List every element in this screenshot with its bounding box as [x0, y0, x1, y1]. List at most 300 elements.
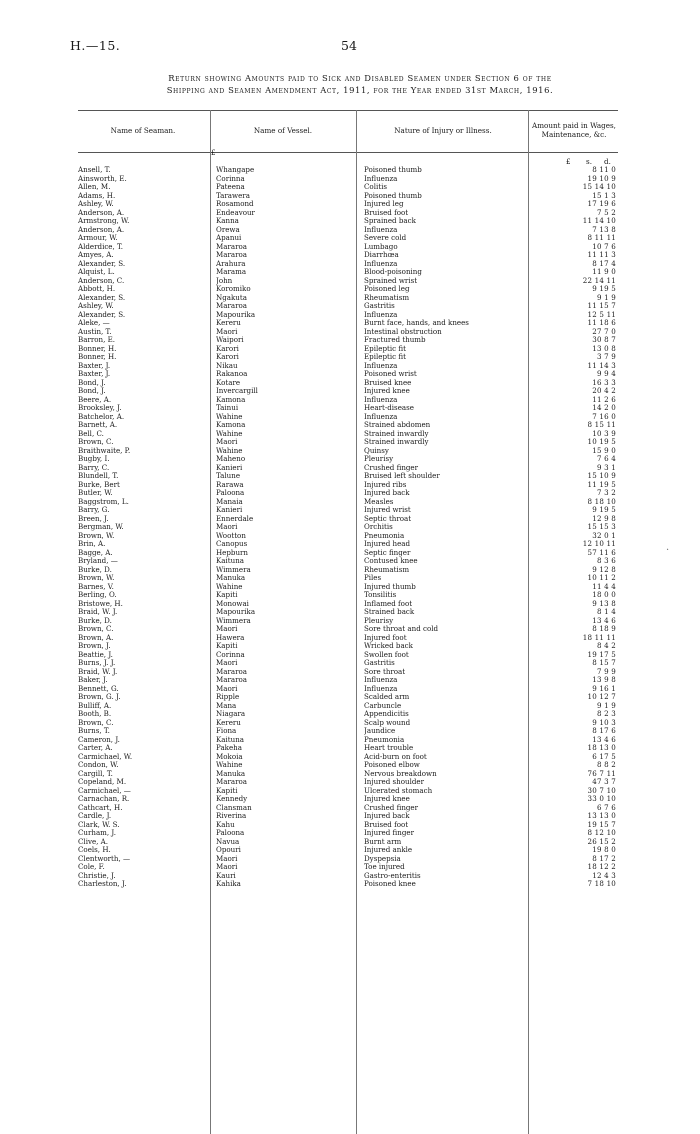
seaman-name: Cardle, J. — [78, 812, 112, 820]
amount-paid: 15 9 0 — [592, 445, 616, 455]
amount-paid: 8 17 4 — [592, 258, 616, 268]
table-row — [78, 175, 618, 184]
injury-description: Colitis — [364, 183, 387, 191]
injury-description: Poisoned leg — [364, 285, 410, 293]
table-row — [78, 234, 618, 243]
amount-paid: 7 18 10 — [587, 879, 616, 888]
vessel-name: Karori — [216, 344, 239, 353]
injury-description: Crushed finger — [364, 463, 419, 472]
seaman-name: Burns, J. J. — [78, 659, 116, 667]
table-row — [78, 387, 618, 396]
table-row — [78, 209, 618, 218]
seaman-name: Bell, C. — [78, 429, 104, 438]
amount-paid: 7 6 4 — [596, 454, 616, 463]
amount-paid: 8 18 10 — [587, 496, 616, 506]
amount-paid: 10 11 2 — [587, 573, 616, 582]
table-row — [78, 251, 618, 260]
injury-description: Bruised foot — [364, 208, 409, 217]
seaman-name: Ashley, W. — [78, 200, 114, 208]
seaman-name: Curham, J. — [78, 829, 116, 837]
table-row — [78, 761, 618, 770]
vessel-name: Mararoa — [216, 778, 248, 786]
table-row — [78, 583, 618, 592]
seaman-name: Bennett, G. — [78, 684, 119, 693]
amount-paid: 9 19 5 — [592, 505, 616, 514]
vessel-name: Navua — [216, 837, 240, 846]
injury-description: Bruised left shoulder — [364, 472, 440, 480]
seaman-name: Baker, J. — [78, 676, 108, 684]
amount-paid: 9 1 9 — [596, 700, 616, 710]
seaman-name: Braid, W. J. — [78, 667, 118, 676]
seaman-name: Brown, W. — [78, 531, 115, 540]
table-row — [78, 319, 618, 328]
vessel-name: Corinna — [216, 650, 245, 659]
injury-description: Fractured thumb — [364, 336, 426, 344]
injury-description: Bruised foot — [364, 820, 409, 829]
seaman-name: Adams, H. — [78, 191, 116, 200]
amount-paid: 11 14 10 — [582, 216, 616, 225]
table-row — [78, 540, 618, 549]
amount-paid: 20 4 2 — [592, 386, 616, 395]
seaman-name: Brown, W. — [78, 574, 115, 582]
injury-description: Rheumatism — [364, 293, 410, 302]
vessel-name: John — [216, 276, 233, 285]
injury-description: Acid-burn on foot — [364, 752, 427, 761]
seaman-name: Abbott, H. — [78, 285, 116, 293]
document-code: H.—15. — [70, 38, 121, 53]
injury-description: Influenza — [364, 676, 398, 684]
table-row — [78, 328, 618, 337]
injury-description: Burnt face, hands, and knees — [364, 319, 469, 327]
table-row — [78, 166, 618, 175]
table-row — [78, 472, 618, 481]
table-row — [78, 659, 618, 668]
seaman-name: Bugby, I. — [78, 455, 110, 463]
report-title — [60, 72, 660, 96]
table-row — [78, 855, 618, 864]
vessel-name: Wahine — [216, 446, 243, 455]
amount-paid: 8 15 7 — [592, 658, 616, 667]
injury-description: Influenza — [364, 225, 398, 234]
vessel-name: Kamona — [216, 421, 246, 429]
vessel-name: Mararoa — [216, 302, 248, 310]
amount-paid: 32 0 1 — [592, 530, 616, 540]
amount-paid: 3 7 9 — [596, 352, 616, 361]
vessel-name: Mararoa — [216, 667, 248, 676]
table-row — [78, 379, 618, 388]
amount-paid: 16 3 3 — [592, 377, 616, 387]
amount-paid: 8 11 11 — [587, 233, 616, 242]
table-row — [78, 421, 618, 430]
table-row — [78, 702, 618, 711]
table-row — [78, 642, 618, 651]
pound-marker: £ — [211, 149, 216, 157]
injury-description: Dyspepsia — [364, 854, 401, 863]
injury-description: Poisoned wrist — [364, 370, 417, 378]
amount-paid: 19 17 5 — [587, 649, 616, 659]
injury-description: Injured back — [364, 489, 410, 497]
seaman-name: Condon, W. — [78, 761, 119, 769]
table-row — [78, 651, 618, 660]
vessel-name: Mapourika — [216, 310, 256, 319]
vessel-name: Maori — [216, 438, 238, 446]
table-row — [78, 736, 618, 745]
seaman-name: Bonner, H. — [78, 344, 117, 353]
vessel-name: Wootton — [216, 531, 246, 540]
vessel-name: Nikau — [216, 361, 238, 370]
table-row — [78, 549, 618, 558]
seaman-name: Barry, G. — [78, 506, 110, 514]
injury-description: Measles — [364, 497, 394, 506]
injury-description: Epileptic fit — [364, 344, 406, 353]
injury-description: Rheumatism — [364, 565, 410, 574]
injury-description: Influenza — [364, 361, 398, 370]
injury-description: Scalp wound — [364, 718, 411, 727]
table-row — [78, 294, 618, 303]
table-row — [78, 455, 618, 464]
table-row — [78, 872, 618, 881]
amount-paid: 12 10 11 — [582, 539, 616, 548]
vessel-name: Mararoa — [216, 676, 248, 684]
table-row — [78, 268, 618, 277]
seaman-name: Anderson, A. — [78, 208, 125, 217]
injury-description: Pleurisy — [364, 455, 394, 463]
injury-description: Injured head — [364, 540, 411, 548]
injury-description: Injured back — [364, 812, 410, 820]
seaman-name: Butler, W. — [78, 489, 113, 497]
injury-description: Severe cold — [364, 234, 407, 242]
table-row — [78, 557, 618, 566]
table-row — [78, 795, 618, 804]
vessel-name: Koromiko — [216, 285, 251, 293]
seaman-name: Ainsworth, E. — [78, 174, 127, 183]
amount-paid: 18 11 11 — [582, 632, 616, 642]
table-row — [78, 370, 618, 379]
seaman-name: Armstrong, W. — [78, 217, 130, 225]
table-row — [78, 489, 618, 498]
injury-description: Crushed finger — [364, 803, 419, 812]
injury-description: Inflamed foot — [364, 599, 413, 608]
seaman-name: Cathcart, H. — [78, 803, 123, 812]
injury-description: Gastro-enteritis — [364, 871, 421, 880]
seaman-name: Baxter, J. — [78, 370, 111, 378]
vessel-name: Marama — [216, 268, 247, 276]
injury-description: Lumbago — [364, 242, 398, 251]
seaman-name: Anderson, A. — [78, 225, 125, 234]
amount-paid: 11 14 3 — [587, 360, 616, 370]
table-row — [78, 515, 618, 524]
injury-description: Quinsy — [364, 446, 389, 455]
injury-description: Strained abdomen — [364, 421, 431, 429]
amount-paid: 8 1 4 — [596, 607, 616, 616]
injury-description: Septic throat — [364, 514, 412, 523]
seamen-table — [78, 157, 618, 889]
vessel-name: Tarawera — [216, 191, 250, 200]
injury-description: Diarrhœa — [364, 251, 399, 259]
vessel-name: Maori — [216, 863, 238, 871]
table-row — [78, 821, 618, 830]
seaman-name: Carter, A. — [78, 744, 113, 752]
seaman-name: Bryland, — — [78, 557, 118, 565]
table-row — [78, 608, 618, 617]
seaman-name: Barnett, A. — [78, 421, 118, 429]
injury-description: Strained inwardly — [364, 438, 429, 446]
vessel-name: Karori — [216, 353, 239, 361]
injury-description: Poisoned thumb — [364, 166, 422, 174]
injury-description: Poisoned elbow — [364, 761, 420, 769]
vessel-name: Wahine — [216, 761, 243, 769]
amount-paid: 57 11 6 — [587, 547, 616, 557]
injury-description: Injured shoulder — [364, 778, 424, 786]
injury-description: Sprained back — [364, 217, 416, 225]
table-row — [78, 260, 618, 269]
seaman-name: Booth, B. — [78, 710, 112, 718]
amount-paid: 7 3 2 — [596, 488, 616, 497]
seaman-name: Barnes, V. — [78, 582, 114, 591]
vessel-name: Ngakuta — [216, 293, 247, 302]
injury-description: Gastritis — [364, 302, 395, 310]
page-number: 54 — [341, 38, 357, 53]
table-row — [78, 285, 618, 294]
vessel-name: Canopus — [216, 540, 248, 548]
amount-paid: 10 12 7 — [587, 692, 616, 701]
amount-paid: 19 15 7 — [587, 819, 616, 829]
table-row — [78, 345, 618, 354]
injury-description: Sore throat and cold — [364, 625, 439, 633]
vessel-name: Kauri — [216, 871, 236, 880]
seaman-name: Brown, C. — [78, 625, 114, 633]
seaman-name: Burke, D. — [78, 616, 112, 625]
amount-paid: 8 15 11 — [587, 420, 616, 429]
vessel-name: Endeavour — [216, 208, 255, 217]
injury-description: Sore throat — [364, 667, 406, 676]
vessel-name: Invercargill — [216, 387, 258, 395]
injury-description: Ulcerated stomach — [364, 786, 433, 795]
seaman-name: Brown, C. — [78, 438, 114, 446]
vessel-name: Hepburn — [216, 548, 248, 557]
amount-paid: 8 3 6 — [596, 556, 616, 565]
injury-description: Influenza — [364, 259, 398, 268]
injury-description: Bruised knee — [364, 378, 412, 387]
table-row — [78, 787, 618, 796]
table-row — [78, 447, 618, 456]
injury-description: Pneumonia — [364, 735, 405, 744]
injury-description: Injured leg — [364, 200, 404, 208]
table-row — [78, 243, 618, 252]
table-row — [78, 353, 618, 362]
pound-label: £ — [566, 157, 571, 166]
table-row — [78, 685, 618, 694]
amount-paid: 7 16 0 — [592, 411, 616, 421]
seaman-name: Anderson, C. — [78, 276, 125, 285]
table-row — [78, 838, 618, 847]
injury-description: Injured wrist — [364, 506, 411, 514]
seaman-name: Braithwaite, P. — [78, 446, 131, 455]
amount-paid: 11 18 6 — [587, 318, 616, 327]
vessel-name: Mararoa — [216, 251, 248, 259]
vessel-name: Wimmera — [216, 565, 251, 574]
vessel-name: Paloona — [216, 829, 245, 837]
seaman-name: Bergman, W. — [78, 523, 124, 531]
seaman-name: Cole, F. — [78, 863, 105, 871]
injury-description: Epileptic fit — [364, 353, 406, 361]
injury-description: Septic finger — [364, 548, 411, 557]
margin-mark: · — [666, 545, 670, 556]
seaman-name: Beattie, J. — [78, 650, 113, 659]
table-row — [78, 600, 618, 609]
seaman-name: Carmichael, — — [78, 786, 131, 795]
seaman-name: Amyes, A. — [78, 251, 114, 259]
vessel-name: Mapourika — [216, 608, 256, 616]
vessel-name: Rosamond — [216, 200, 254, 208]
table-row — [78, 277, 618, 286]
vessel-name: Waipori — [216, 336, 244, 344]
seaman-name: Alderdice, T. — [78, 242, 123, 251]
seaman-name: Brown, C. — [78, 718, 114, 727]
seaman-name: Clentworth, — — [78, 854, 131, 863]
injury-description: Influenza — [364, 310, 398, 319]
vessel-name: Wahine — [216, 412, 243, 421]
table-row — [78, 566, 618, 575]
vessel-name: Manuka — [216, 769, 246, 778]
amount-paid: 8 4 2 — [596, 641, 616, 650]
vessel-name: Kennedy — [216, 795, 248, 803]
vessel-name: Mokoia — [216, 752, 243, 761]
amount-paid: 6 7 6 — [596, 802, 616, 812]
seaman-name: Austin, T. — [78, 327, 112, 336]
amount-paid: 15 1 3 — [592, 190, 616, 200]
vessel-name: Pakeha — [216, 744, 242, 752]
injury-description: Injured ribs — [364, 480, 407, 489]
table-body — [78, 166, 618, 889]
amount-paid: 9 1 9 — [596, 292, 616, 302]
amount-paid: 33 0 10 — [587, 794, 616, 803]
amount-paid: 76 7 11 — [587, 768, 616, 778]
injury-description: Strained inwardly — [364, 429, 429, 438]
vessel-name: Maori — [216, 659, 238, 667]
injury-description: Influenza — [364, 395, 398, 404]
injury-description: Influenza — [364, 412, 398, 421]
table-row — [78, 846, 618, 855]
seaman-name: Blundell, T. — [78, 472, 119, 480]
vessel-name: Maori — [216, 625, 238, 633]
table-row — [78, 744, 618, 753]
seaman-name: Burns, T. — [78, 727, 110, 735]
table-row — [78, 727, 618, 736]
injury-description: Burnt arm — [364, 837, 402, 846]
table-row — [78, 532, 618, 541]
amount-paid: 18 12 2 — [587, 862, 616, 871]
table-row — [78, 464, 618, 473]
vessel-name: Wahine — [216, 582, 243, 591]
amount-paid: 10 7 6 — [592, 241, 616, 251]
seaman-name: Copeland, M. — [78, 778, 127, 786]
injury-description: Intestinal obstruction — [364, 327, 442, 336]
table-row — [78, 430, 618, 439]
injury-description: Blood-poisoning — [364, 268, 422, 276]
amount-paid: 13 4 6 — [592, 615, 616, 625]
table-row — [78, 676, 618, 685]
amount-paid: 9 13 8 — [592, 598, 616, 608]
table-row — [78, 693, 618, 702]
table-row — [78, 413, 618, 422]
injury-description: Injured thumb — [364, 582, 416, 591]
amount-paid: 19 10 9 — [587, 173, 616, 183]
vessel-name: Monowai — [216, 599, 249, 608]
seaman-name: Batchelor, A. — [78, 412, 125, 421]
table-row — [78, 438, 618, 447]
amount-paid: 11 2 6 — [592, 394, 616, 404]
seaman-name: Armour, W. — [78, 234, 118, 242]
seaman-name: Bond, J. — [78, 378, 106, 387]
vessel-name: Ripple — [216, 693, 240, 701]
vessel-name: Clansman — [216, 803, 252, 812]
amount-paid: 13 13 0 — [587, 811, 616, 820]
vessel-name: Riverina — [216, 812, 247, 820]
injury-description: Swollen foot — [364, 650, 409, 659]
table-row — [78, 710, 618, 719]
seaman-name: Ashley, W. — [78, 302, 114, 310]
page-header — [0, 38, 700, 54]
seaman-name: Barry, C. — [78, 463, 110, 472]
seaman-name: Brown, J. — [78, 642, 111, 650]
table-top-rule — [78, 110, 618, 111]
vessel-name: Wahine — [216, 429, 243, 438]
seaman-name: Carnachan, R. — [78, 795, 130, 803]
amount-paid: 12 9 8 — [592, 513, 616, 523]
amount-paid: 11 9 0 — [592, 267, 616, 276]
vessel-name: Kanna — [216, 217, 239, 225]
seaman-name: Bristowe, H. — [78, 599, 123, 608]
seaman-name: Cameron, J. — [78, 735, 120, 744]
vessel-name: Ennerdale — [216, 514, 254, 523]
seaman-name: Clive, A. — [78, 837, 109, 846]
injury-description: Heart-disease — [364, 404, 414, 412]
amount-paid: 26 15 2 — [587, 836, 616, 846]
column-header-vessel: Name of Vessel. — [253, 125, 313, 135]
vessel-name: Kotare — [216, 378, 241, 387]
table-row — [78, 778, 618, 787]
amount-paid: 9 3 1 — [596, 462, 616, 472]
seaman-name: Alexander, S. — [78, 310, 126, 319]
seaman-name: Alquist, L. — [78, 268, 115, 276]
amount-paid: 22 14 11 — [582, 275, 616, 285]
header-bottom-rule — [78, 152, 618, 153]
vessel-name: Kanieri — [216, 506, 243, 514]
table-row — [78, 574, 618, 583]
table-row — [78, 770, 618, 779]
vessel-name: Kereru — [216, 319, 241, 327]
vessel-name: Apanui — [216, 234, 242, 242]
seaman-name: Braid, W. J. — [78, 608, 118, 616]
table-row — [78, 719, 618, 728]
injury-description: Sprained wrist — [364, 276, 418, 285]
amount-paid: 27 7 0 — [592, 326, 616, 336]
vessel-name: Kapiti — [216, 786, 238, 795]
vessel-name: Rarawa — [216, 480, 244, 489]
injury-description: Toe injured — [364, 863, 405, 871]
table-row — [78, 404, 618, 413]
amount-paid: 11 11 3 — [587, 250, 616, 259]
injury-description: Tonsilitis — [364, 591, 397, 599]
seaman-name: Alexander, S. — [78, 259, 126, 268]
injury-description: Injured ankle — [364, 846, 413, 854]
vessel-name: Kaituna — [216, 735, 245, 744]
seaman-name: Berling, O. — [78, 591, 117, 599]
injury-description: Carbuncle — [364, 701, 402, 710]
table-row — [78, 192, 618, 201]
amount-paid: 10 3 9 — [592, 428, 616, 438]
